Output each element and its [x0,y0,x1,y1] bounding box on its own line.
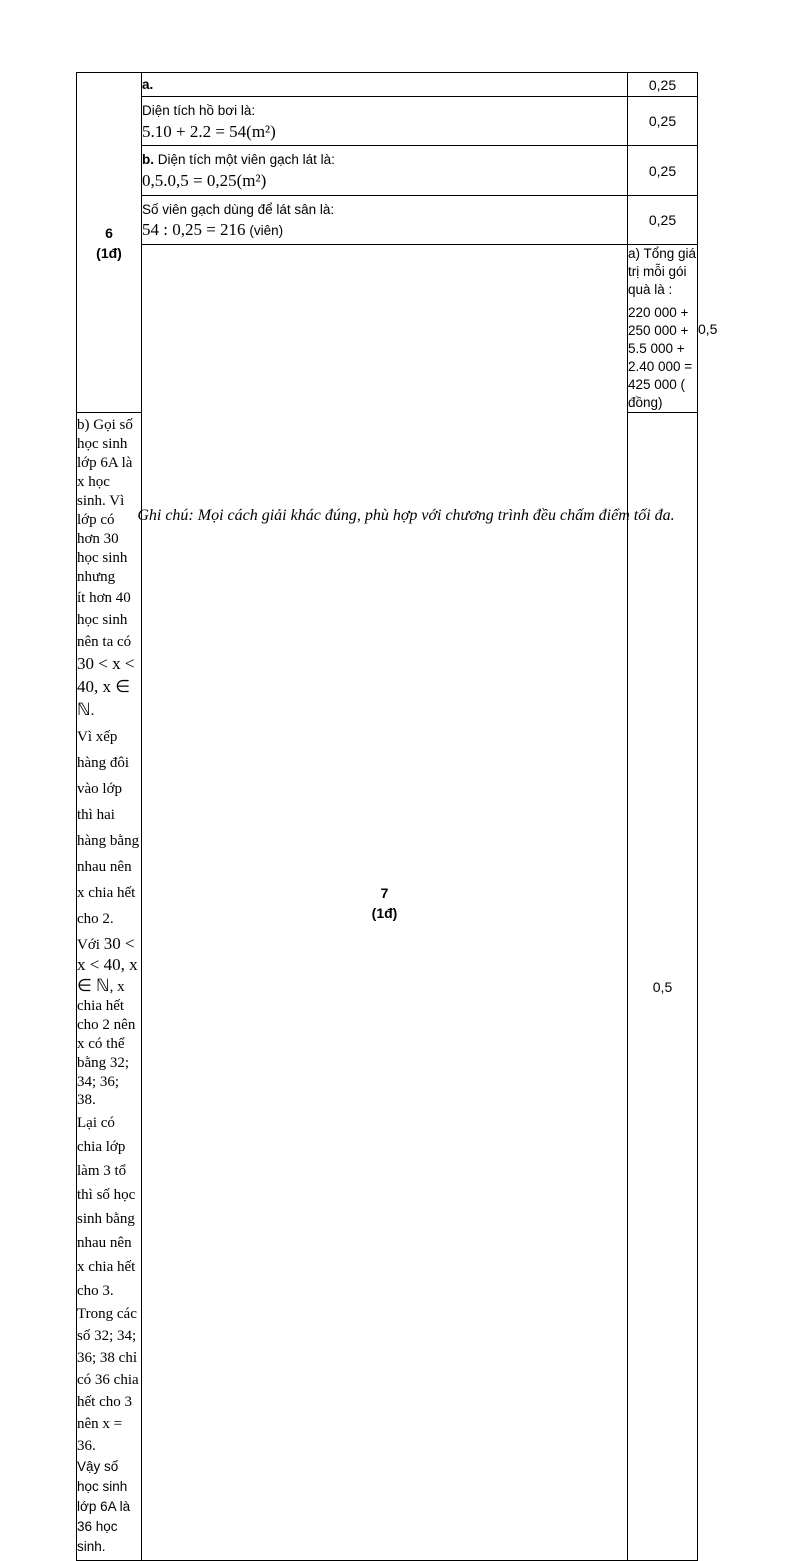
table-row: 7 (1đ) a) Tổng giá trị mỗi gói quà là : 220 000 + 250 000 + 5.5 000 + 2.40 000 = 425 000 ( đồng) 0,5 [77,245,698,413]
math-formula: 220 000 + 250 000 + 5.5 000 + 2.40 000 = 425 000 ( đồng) [628,305,693,410]
math-formula: 30 < x < 40, x ∈ ℕ [77,654,135,719]
solution-line: Với [77,937,100,953]
points-cell: 0,25 [628,97,698,146]
solution-line: , x chia hết cho 2 nên x có thể bằng 32; 34; 36; [77,979,136,1090]
solution-line: ít hơn 40 học sinh nên ta có [77,590,132,650]
q6-part-a-cell [142,73,628,97]
q7-part-a-cell [628,245,698,413]
solution-line: b) Gọi số học sinh lớp 6A là x học sinh. Vì lớp có hơn 30 học sinh nhưng [77,417,133,585]
solution-line: Vì xếp hàng đôi vào lớp thì hai hàng bằng nhau nên x chia hết cho 2. [77,729,140,927]
solution-text: a) Tổng giá trị mỗi gói quà là : [628,246,697,297]
question-number: 7 [380,884,389,901]
q6-tile-count-cell [142,196,628,245]
grading-table [76,72,718,1561]
math-formula: 30 < x < 40, x ∈ ℕ [77,934,138,995]
question-marks: (1đ) [371,904,398,921]
q6-pool-area-cell [142,97,628,146]
solution-line: Trong các số 32; 34; 36; 38 chỉ có 36 chia hết cho 3 nên x = 36. [77,1306,139,1454]
math-formula: 54 : 0,25 = 216 [142,219,246,239]
part-b-label: b. [142,152,154,167]
footer-note: Ghi chú: Mọi cách giải khác đúng, phù hợp với chương trình đều chấm điểm tối đa. [137,507,675,524]
unit-text: (viên) [249,222,284,238]
solution-text: Diện tích hồ bơi là: [142,102,256,118]
table-row [77,146,698,196]
q7-part-b-cell [77,413,142,1561]
math-formula: 0,5.0,5 = 0,25(m²) [142,171,267,190]
question-marks: (1đ) [96,244,122,261]
points-cell: 0,5 [628,413,698,1561]
table-row [77,73,698,97]
solution-line: . [90,703,95,719]
solution-line: Lại có chia lớp làm 3 tổ thì số học sinh bằng nhau nên x chia hết cho 3. [77,1115,136,1299]
math-formula: 5.10 + 2.2 = 54(m²) [142,121,276,141]
points-cell: 0,25 [628,146,698,196]
question-number: 6 [105,224,113,241]
points-cell: 0,25 [628,196,698,245]
question-7-cell [142,245,628,1561]
solution-line: 38. [77,1092,96,1108]
table-row [77,196,698,245]
part-a-label: a. [142,76,154,92]
points-cell: 0,25 [628,73,698,97]
question-6-cell [77,73,142,413]
solution-text: Diện tích một viên gạch lát là: [157,152,335,167]
table-row [77,97,698,146]
solution-conclusion: Vậy số học sinh lớp 6A là 36 học sinh. [77,1459,131,1554]
solution-text: Số viên gạch dùng để lát sân là: [142,201,335,217]
q6-tile-area-cell [142,146,628,196]
